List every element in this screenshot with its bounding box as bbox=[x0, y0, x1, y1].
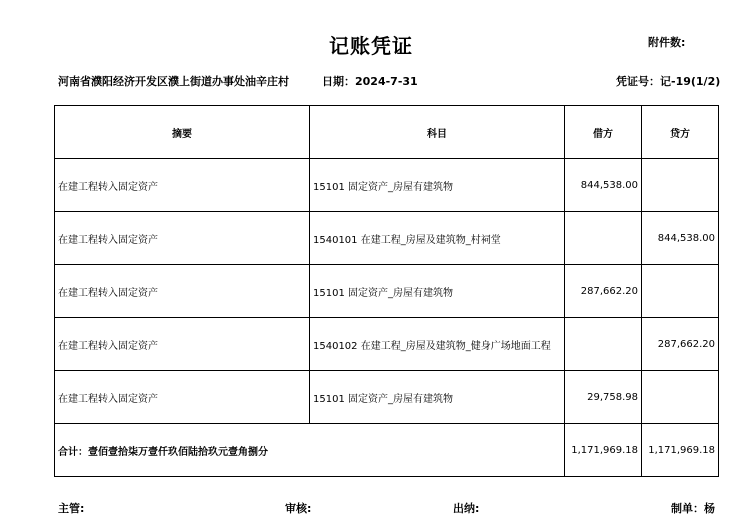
row-account: 15101 固定资产_房屋有建筑物 bbox=[310, 159, 565, 212]
total-debit: 1,171,969.18 bbox=[565, 424, 642, 477]
row-summary: 在建工程转入固定资产 bbox=[55, 212, 310, 265]
voucher-table bbox=[54, 105, 719, 477]
footer-maker: 制单：杨 bbox=[671, 502, 715, 515]
row-credit: 844,538.00 bbox=[642, 212, 719, 265]
table-row bbox=[55, 318, 719, 371]
table-row bbox=[55, 159, 719, 212]
row-debit bbox=[565, 318, 642, 371]
header-summary: 摘要 bbox=[55, 106, 310, 159]
row-account: 1540101 在建工程_房屋及建筑物_村祠堂 bbox=[310, 212, 565, 265]
footer-reviewer: 审核: bbox=[285, 502, 312, 515]
voucher-number: 凭证号：记-19(1/2) bbox=[616, 75, 721, 88]
row-credit: 287,662.20 bbox=[642, 318, 719, 371]
row-debit: 844,538.00 bbox=[565, 159, 642, 212]
row-summary: 在建工程转入固定资产 bbox=[55, 159, 310, 212]
total-row bbox=[55, 424, 719, 477]
voucher-title: 记账凭证 bbox=[329, 34, 413, 58]
attachments-label: 附件数: bbox=[648, 36, 686, 49]
row-credit bbox=[642, 371, 719, 424]
table-row bbox=[55, 265, 719, 318]
row-summary: 在建工程转入固定资产 bbox=[55, 318, 310, 371]
row-debit bbox=[565, 212, 642, 265]
row-summary: 在建工程转入固定资产 bbox=[55, 265, 310, 318]
total-label: 合计：壹佰壹拾柒万壹仟玖佰陆拾玖元壹角捌分 bbox=[55, 424, 565, 477]
row-debit: 29,758.98 bbox=[565, 371, 642, 424]
table-header-row bbox=[55, 106, 719, 159]
header-credit: 贷方 bbox=[642, 106, 719, 159]
row-credit bbox=[642, 159, 719, 212]
footer-cashier: 出纳: bbox=[453, 502, 480, 515]
table-row bbox=[55, 371, 719, 424]
row-account: 1540102 在建工程_房屋及建筑物_健身广场地面工程 bbox=[310, 318, 565, 371]
header-debit: 借方 bbox=[565, 106, 642, 159]
total-credit: 1,171,969.18 bbox=[642, 424, 719, 477]
row-debit: 287,662.20 bbox=[565, 265, 642, 318]
row-account: 15101 固定资产_房屋有建筑物 bbox=[310, 371, 565, 424]
row-summary: 在建工程转入固定资产 bbox=[55, 371, 310, 424]
row-account: 15101 固定资产_房屋有建筑物 bbox=[310, 265, 565, 318]
organization-name: 河南省濮阳经济开发区濮上街道办事处油辛庄村 bbox=[58, 75, 289, 88]
row-credit bbox=[642, 265, 719, 318]
footer-supervisor: 主管: bbox=[58, 502, 85, 515]
voucher-date: 日期：2024-7-31 bbox=[322, 75, 418, 88]
header-account: 科目 bbox=[310, 106, 565, 159]
table-row bbox=[55, 212, 719, 265]
